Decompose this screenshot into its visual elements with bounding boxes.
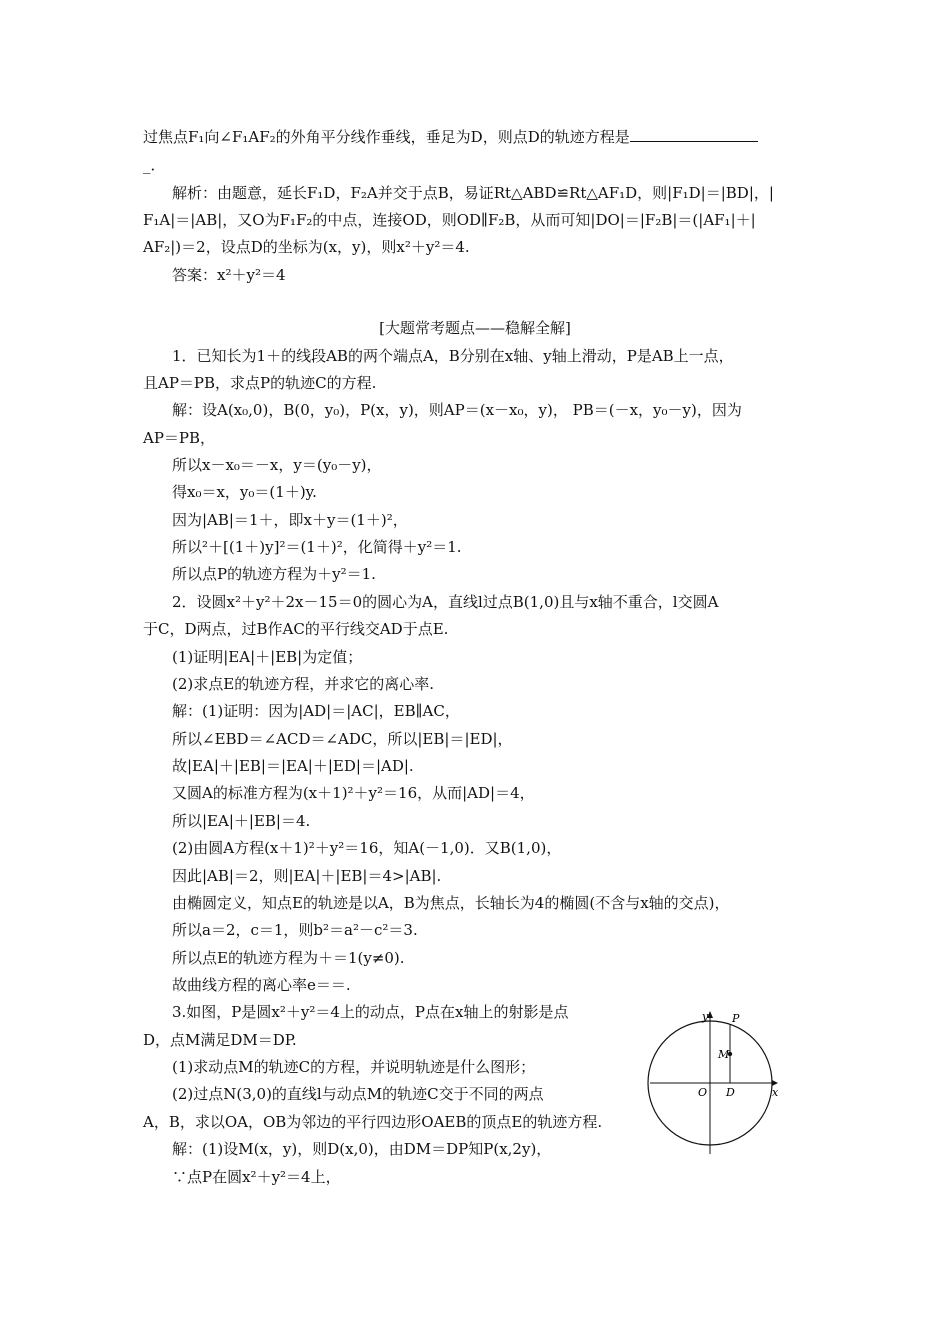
text-line: 答案：x²＋y²＝4 (172, 266, 286, 284)
text-line: 所以|EA|＋|EB|＝4. (172, 812, 311, 830)
text-line: 得x₀＝x，y₀＝(1＋)y. (172, 483, 317, 501)
text-line: 所以点P的轨迹方程为＋y²＝1. (172, 565, 376, 583)
text-line: 所以²＋[(1＋)y]²＝(1＋)²，化简得＋y²＝1. (172, 538, 462, 556)
x-label: x (772, 1086, 779, 1099)
d-label: D (726, 1086, 735, 1099)
text-line: 因此|AB|＝2，则|EA|＋|EB|＝4>|AB|. (172, 867, 442, 885)
text-line (143, 127, 758, 147)
section-heading: [大题常考题点——稳解全解] (379, 319, 571, 337)
text-line: 于C，D两点，过B作AC的平行线交AD于点E. (143, 620, 449, 638)
text-line: 故|EA|＋|EB|＝|EA|＋|ED|＝|AD|. (172, 757, 414, 775)
text-line: 所以x－x₀＝－x，y＝(y₀－y)， (172, 456, 382, 474)
text-line: (2)求点E的轨迹方程，并求它的离心率. (172, 675, 434, 693)
text-line: AP＝PB， (143, 429, 216, 447)
text-line: 解析：由题意，延长F₁D，F₂A并交于点B，易证Rt△ABD≌Rt△AF₁D，则|F₁D|＝|BD|，| (172, 184, 774, 202)
text-line: 所以a＝2，c＝1，则b²＝a²－c²＝3. (172, 921, 418, 939)
text-line: 2．设圆x²＋y²＋2x－15＝0的圆心为A，直线l过点B(1,0)且与x轴不重合，l交圆A (172, 593, 719, 611)
text-line: D，点M满足DM＝DP. (143, 1031, 297, 1049)
text-line: (1)证明|EA|＋|EB|为定值； (172, 648, 363, 666)
text-line: (2)由圆A方程(x＋1)²＋y²＝16，知A(－1,0)．又B(1,0)， (172, 839, 562, 857)
text-line: 解：(1)设M(x，y)，则D(x,0)，由DM＝DP知P(x,2y)， (172, 1140, 552, 1158)
text-line: A，B，求以OA，OB为邻边的平行四边形OAEB的顶点E的轨迹方程. (143, 1113, 603, 1131)
origin-label: O (698, 1086, 708, 1099)
text-line: 且AP＝PB，求点P的轨迹C的方程. (143, 374, 377, 392)
text-line: 由椭圆定义，知点E的轨迹是以A，B为焦点，长轴长为4的椭圆(不含与x轴的交点)， (172, 894, 730, 912)
y-label: y (702, 1010, 709, 1023)
text-line: (1)求动点M的轨迹C的方程，并说明轨迹是什么图形； (172, 1058, 536, 1076)
text-line: (2)过点N(3,0)的直线l与动点M的轨迹C交于不同的两点 (172, 1085, 544, 1103)
text-line: 因为|AB|＝1＋，即x＋y＝(1＋)²， (172, 511, 408, 529)
text-line: 解：设A(x₀,0)，B(0，y₀)，P(x，y)，则AP＝(x－x₀，y)， PB＝(－x，y₀－y)，因为 (172, 401, 742, 419)
answer-blank (630, 127, 758, 142)
text-line: 又圆A的标准方程为(x＋1)²＋y²＝16，从而|AD|＝4， (172, 784, 535, 802)
text-span: 过焦点F₁向∠F₁AF₂的外角平分线作垂线，垂足为D，则点D的轨迹方程是 (143, 128, 630, 146)
text-line: ∵点P在圆x²＋y²＝4上， (172, 1168, 341, 1186)
text-line: 3.如图，P是圆x²＋y²＝4上的动点，P点在x轴上的射影是点 (172, 1003, 569, 1021)
text-line: 1．已知长为1＋的线段AB的两个端点A，B分别在x轴、y轴上滑动，P是AB上一点， (172, 347, 734, 365)
p-label: P (732, 1012, 740, 1025)
text-line: _． (143, 156, 166, 174)
text-line: AF₂|)＝2，设点D的坐标为(x，y)，则x²＋y²＝4. (143, 238, 470, 256)
text-line: 故曲线方程的离心率e＝＝. (172, 976, 351, 994)
circle-figure (646, 1008, 786, 1156)
text-line: 所以∠EBD＝∠ACD＝∠ADC，所以|EB|＝|ED|， (172, 730, 513, 748)
text-line: 解：(1)证明：因为|AD|＝|AC|，EB∥AC， (172, 702, 460, 720)
text-line: F₁A|＝|AB|，又O为F₁F₂的中点，连接OD，则OD∥F₂B，从而可知|DO|＝|F₂B|＝(|AF₁|＋| (143, 211, 756, 229)
m-label: M (718, 1048, 730, 1061)
text-line: 所以点E的轨迹方程为＋＝1(y≠0). (172, 949, 405, 967)
